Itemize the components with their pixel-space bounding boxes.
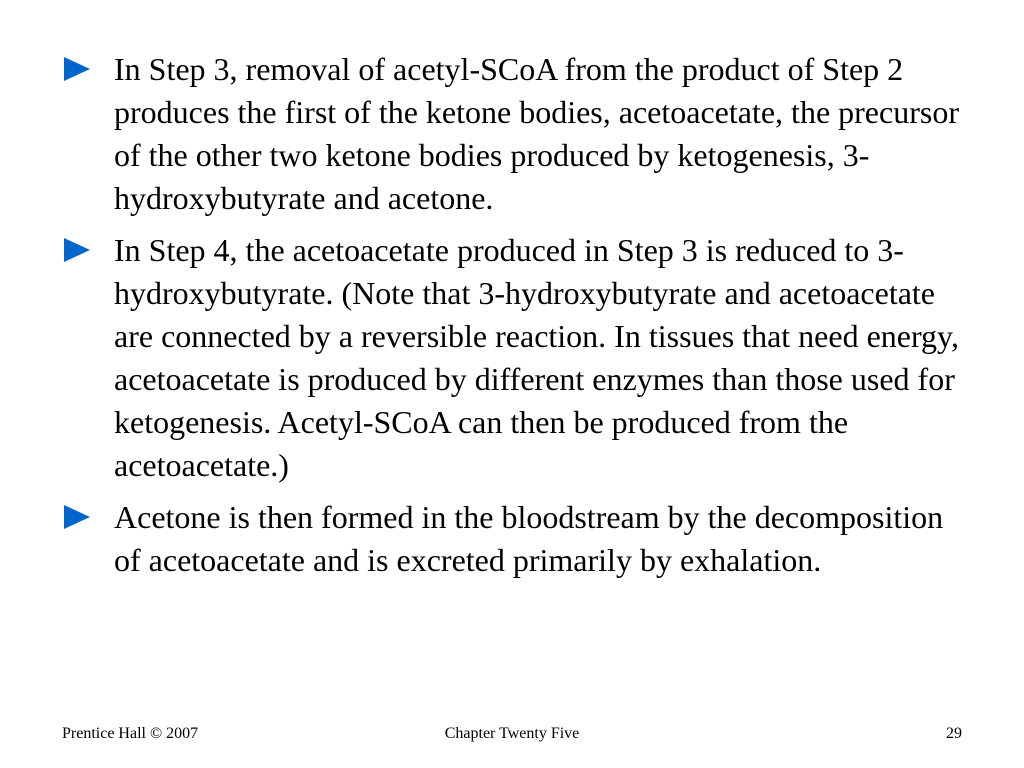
bullet-list bbox=[64, 48, 964, 591]
footer-copyright: Prentice Hall © 2007 bbox=[62, 725, 199, 742]
bullet-text: In Step 3, removal of acetyl-SCoA from the product of Step 2 produces the first of the ketone bodies, acetoacetate, the precursor of the other two ketone bodies produced by ketogenesis, 3-hydroxybutyrate and acetone. bbox=[114, 51, 959, 216]
triangle-bullet-icon bbox=[64, 238, 90, 262]
bullet-text: Acetone is then formed in the bloodstream by the decomposition of acetoacetate and is excreted primarily by exhalation. bbox=[114, 499, 944, 578]
bullet-text: In Step 4, the acetoacetate produced in Step 3 is reduced to 3-hydroxybutyrate. (Note that 3-hydroxybutyrate and acetoacetate are connected by a reversible reaction. In tissues that need energy, acetoacetate is produced by different enzymes than those used for ketogenesis. Acetyl-SCoA can then be produced from the acetoacetate.) bbox=[114, 232, 959, 483]
bullet-item bbox=[64, 48, 964, 220]
bullet-item bbox=[64, 229, 964, 487]
footer-chapter: Chapter Twenty Five bbox=[444, 725, 580, 742]
triangle-bullet-icon bbox=[64, 57, 90, 81]
footer-page-number: 29 bbox=[946, 725, 962, 742]
triangle-bullet-icon bbox=[64, 505, 90, 529]
bullet-item bbox=[64, 496, 964, 582]
